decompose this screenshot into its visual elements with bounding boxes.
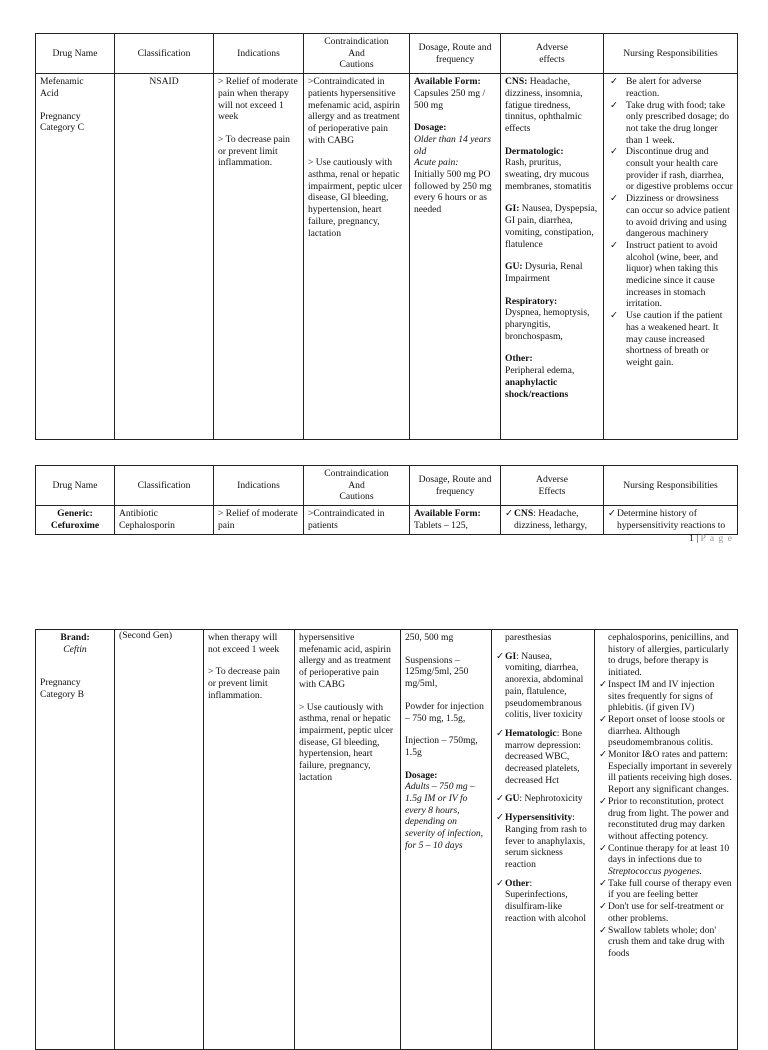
- page-number: 1 | P a g e: [689, 533, 734, 544]
- nursing-item: ✓ Dizziness or drowsiness can occur so advice patient to avoid driving and using dangerous machinery: [608, 193, 733, 240]
- cell-adverse-effects: CNS: Headache, dizziness, insomnia, fatigue tiredness, tinnitus, ophthalmic effects Dermatologic: Rash, pruritus, sweating, dry mucous membranes, stomatitis GI: Nausea, Dyspepsia, GI pain, diarrhea, vomiting, constipation, flatulence GU: Dysuria, Renal Impairment Respiratory: Dyspnea, hemoptysis, pharyngitis, bronchospasm, Other: Peripheral edema, anaphylactic shock/reactions: [501, 74, 604, 440]
- header-drug-name: Drug Name: [36, 466, 115, 506]
- cell-dosage: Available Form: Tablets – 125,: [410, 506, 501, 534]
- cell-dosage: Available Form: Capsules 250 mg / 500 mg Dosage: Older than 14 years old Acute pain: Initially 500 mg PO followed by 250 mg every 6 hours or as needed: [410, 74, 501, 440]
- cell-classification: Antibiotic Cephalosporin: [115, 506, 214, 534]
- nursing-item: ✓ Prior to reconstitution, protect drug from light. The power and reconstituted drug may darken without affecting potency.: [599, 796, 733, 843]
- header-classification: Classification: [115, 466, 214, 506]
- cell-drug-name: Brand: Ceftin Pregnancy Category B: [36, 630, 115, 1050]
- header-contraindication: Contraindication And Cautions: [304, 34, 410, 74]
- drug-table-mefenamic: [35, 33, 738, 440]
- header-indications: Indications: [214, 466, 304, 506]
- nursing-item: ✓ Swallow tablets whole; don' crush them and take drug with foods: [599, 925, 733, 960]
- cell-contraindications: >Contraindicated in patients hypersensitive mefenamic acid, aspirin allergy and as treatment of perioperative pain with CABG > Use cautiously with asthma, renal or hepatic impairment, peptic ulcer disease, GI bleeding, hypertension, heart failure, pregnancy, lactation: [304, 74, 410, 440]
- nursing-item: ✓ Take full course of therapy even if you are feeling better: [599, 878, 733, 901]
- cell-drug-name: Mefenamic Acid Pregnancy Category C: [36, 74, 115, 440]
- nursing-item: ✓ Instruct patient to avoid alcohol (wine, beer, and liquor) when taking this medicine since it cause increases in stomach irritation.: [608, 240, 733, 310]
- nursing-item: ✓ Determine history of hypersensitivity reactions to: [608, 508, 733, 531]
- nursing-item: ✓ Monitor I&O rates and pattern: Especially important in severely ill patients receiving high doses. Report any significant changes.: [599, 749, 733, 796]
- cell-adverse-effects: paresthesias ✓ GI: Nausea, vomiting, diarrhea, anorexia, abdominal pain, flatulence, pseudomembranous colitis, liver toxicity ✓ Hematologic: Bone marrow depression: decreased WBC, decreased platelets, decreased Hct ✓ GU: Nephrotoxicity ✓ Hypersensitivity: Ranging from rash to fever to anaphylaxis, serum sickness reaction ✓ Other: Superinfections, disulfiram-like reaction with alcohol: [492, 630, 595, 1050]
- cell-nursing: cephalosporins, penicillins, and history of allergies, particularly to drugs, before therapy is initiated. ✓ Inspect IM and IV injection sites frequently for signs of phlebitis. (if given IV) ✓ Report onset of loose stools or diarrhea. Although pseudomembranous colitis. ✓ Monitor I&O rates and pattern: Especially important in severely ill patients receiving high doses. Report any significant changes. ✓ Prior to reconstitution, protect drug from light. The power and reconstituted drug may darken without affecting potency. ✓ Continue therapy for at least 10 days in infections due to Streptococcus pyogenes. ✓ Take full course of therapy even if you are feeling better ✓ Don't use for self-treatment or other problems. ✓ Swallow tablets whole; don' crush them and take drug with foods: [595, 630, 738, 1050]
- header-nursing: Nursing Responsibilities: [604, 34, 738, 74]
- drug-table-cefuroxime-continued: [35, 629, 738, 1050]
- cell-nursing: [604, 74, 738, 440]
- cell-classification: NSAID: [115, 74, 214, 440]
- nursing-item: ✓ Discontinue drug and consult your health care provider if rash, diarrhea, or digestive problems occur: [608, 146, 733, 193]
- header-adverse-effects: Adverse Effects: [501, 466, 604, 506]
- cell-indications: > Relief of moderate pain when therapy will not exceed 1 week > To decrease pain or prevent limit inflammation.: [214, 74, 304, 440]
- cell-contraindications: hypersensitive mefenamic acid, aspirin allergy and as treatment of perioperative pain with CABG > Use cautiously with asthma, renal or hepatic impairment, peptic ulcer disease, GI bleeding, hypertension, heart failure, pregnancy, lactation: [295, 630, 401, 1050]
- cell-adverse-effects: ✓ CNS: Headache, dizziness, lethargy,: [501, 506, 604, 534]
- nursing-item: ✓ Inspect IM and IV injection sites frequently for signs of phlebitis. (if given IV): [599, 679, 733, 714]
- header-dosage: Dosage, Route and frequency: [410, 34, 501, 74]
- nursing-item: ✓ Take drug with food; take only prescribed dosage; do not take the drug longer than 1 week.: [608, 100, 733, 147]
- nursing-item: ✓ Use caution if the patient has a weakened heart. It may cause increased shortness of breath or weight gain.: [608, 310, 733, 369]
- cell-drug-name: Generic: Cefuroxime: [36, 506, 115, 534]
- cell-nursing: [604, 506, 738, 534]
- header-contraindication: Contraindication And Cautions: [304, 466, 410, 506]
- header-indications: Indications: [214, 34, 304, 74]
- cell-contraindications: >Contraindicated in patients: [304, 506, 410, 534]
- header-dosage: Dosage, Route and frequency: [410, 466, 501, 506]
- header-nursing: Nursing Responsibilities: [604, 466, 738, 506]
- nursing-item: ✓ Continue therapy for at least 10 days in infections due to Streptococcus pyogenes.: [599, 843, 733, 878]
- nursing-item: ✓ Report onset of loose stools or diarrhea. Although pseudomembranous colitis.: [599, 714, 733, 749]
- nursing-item: ✓ Don't use for self-treatment or other problems.: [599, 901, 733, 924]
- drug-table-cefuroxime-top: [35, 465, 738, 535]
- cell-indications: when therapy will not exceed 1 week > To decrease pain or prevent limit inflammation.: [204, 630, 295, 1050]
- nursing-item: ✓ Be alert for adverse reaction.: [608, 76, 733, 99]
- cell-dosage: 250, 500 mg Suspensions – 125mg/5ml, 250 mg/5ml, Powder for injection – 750 mg, 1.5g, Injection – 750mg, 1.5g Dosage: Adults – 750 mg – 1.5g IM or IV fo every 8 hours, depending on severity of infection, for 5 – 10 days: [401, 630, 492, 1050]
- cell-indications: > Relief of moderate pain: [214, 506, 304, 534]
- header-adverse-effects: Adverse effects: [501, 34, 604, 74]
- header-drug-name: Drug Name: [36, 34, 115, 74]
- header-classification: Classification: [115, 34, 214, 74]
- cell-classification: (Second Gen): [115, 630, 204, 1050]
